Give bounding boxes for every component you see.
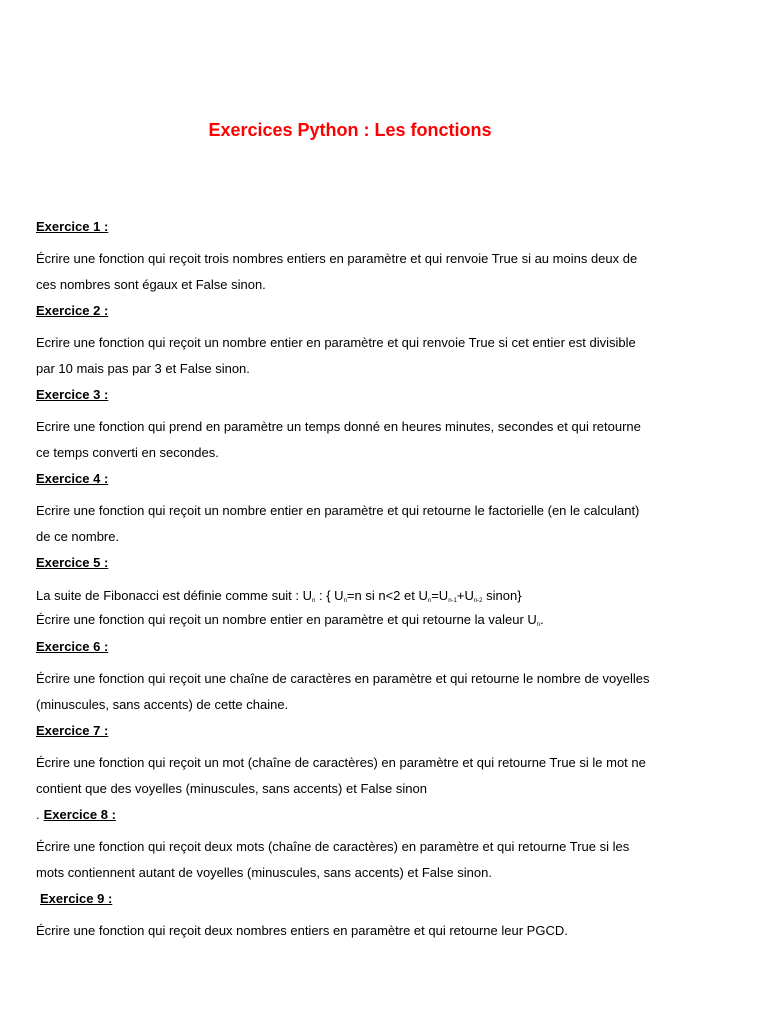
exercise-5-text: Écrire une fonction qui reçoit un nombre entier en paramètre et qui retourne la valeur $U_n$. xyxy=(36,612,544,628)
exercise-9-heading: Exercice 9 : xyxy=(40,891,113,906)
exercise-4-heading: Exercice 4 : xyxy=(36,471,109,486)
exercise-8-text: Écrire une fonction qui reçoit deux mots (chaîne de caractères) en paramètre et qui retourne True si les mots contiennent autant de voyelles (minuscules, sans accents) et False sinon. xyxy=(36,839,630,880)
document-title: Exercices Python : Les fonctions xyxy=(208,120,492,140)
exercise-9-text: Écrire une fonction qui reçoit deux nombres entiers en paramètre et qui retourne leur PGCD. xyxy=(36,923,568,938)
exercise-1-text: Écrire une fonction qui reçoit trois nombres entiers en paramètre et qui renvoie True si au moins deux de ces nombres sont égaux et False sinon. xyxy=(36,251,638,292)
exercise-4-text: Ecrire une fonction qui reçoit un nombre entier en paramètre et qui retourne le factorielle (en le calculant) de ce nombre. xyxy=(36,503,640,544)
exercise-5-heading: Exercice 5 : xyxy=(36,555,109,570)
exercise-7-heading: Exercice 7 : xyxy=(36,723,109,738)
exercise-3-heading: Exercice 3 : xyxy=(36,387,109,402)
exercise-1-heading: Exercice 1 : xyxy=(36,219,109,234)
exercise-2-heading: Exercice 2 : xyxy=(36,303,109,318)
exercise-6-text: Écrire une fonction qui reçoit une chaîne de caractères en paramètre et qui retourne le nombre de voyelles (minuscules, sans accents) de cette chaine. xyxy=(36,671,650,712)
exercise-6-heading: Exercice 6 : xyxy=(36,639,109,654)
exercise-3-text: Ecrire une fonction qui prend en paramètre un temps donné en heures minutes, secondes et qui retourne ce temps converti en secondes. xyxy=(36,419,641,460)
exercise-8-prefix: . xyxy=(36,807,40,822)
exercise-8-heading: Exercice 8 : xyxy=(43,807,116,822)
exercise-2-text: Ecrire une fonction qui reçoit un nombre entier en paramètre et qui renvoie True si cet entier est divisible par 10 mais pas par 3 et False sinon. xyxy=(36,335,636,376)
exercise-8-heading-row xyxy=(36,807,116,822)
exercise-5-definition: La suite de Fibonacci est définie comme suit : $U_n$ : { $U_n=n$ si n<2 et $U_n=U_{n-1}+U_{n-2}$ sinon} xyxy=(36,588,522,604)
exercise-7-text: Écrire une fonction qui reçoit un mot (chaîne de caractères) en paramètre et qui retourne True si le mot ne contient que des voyelles (minuscules, sans accents) et False sinon xyxy=(36,755,646,796)
